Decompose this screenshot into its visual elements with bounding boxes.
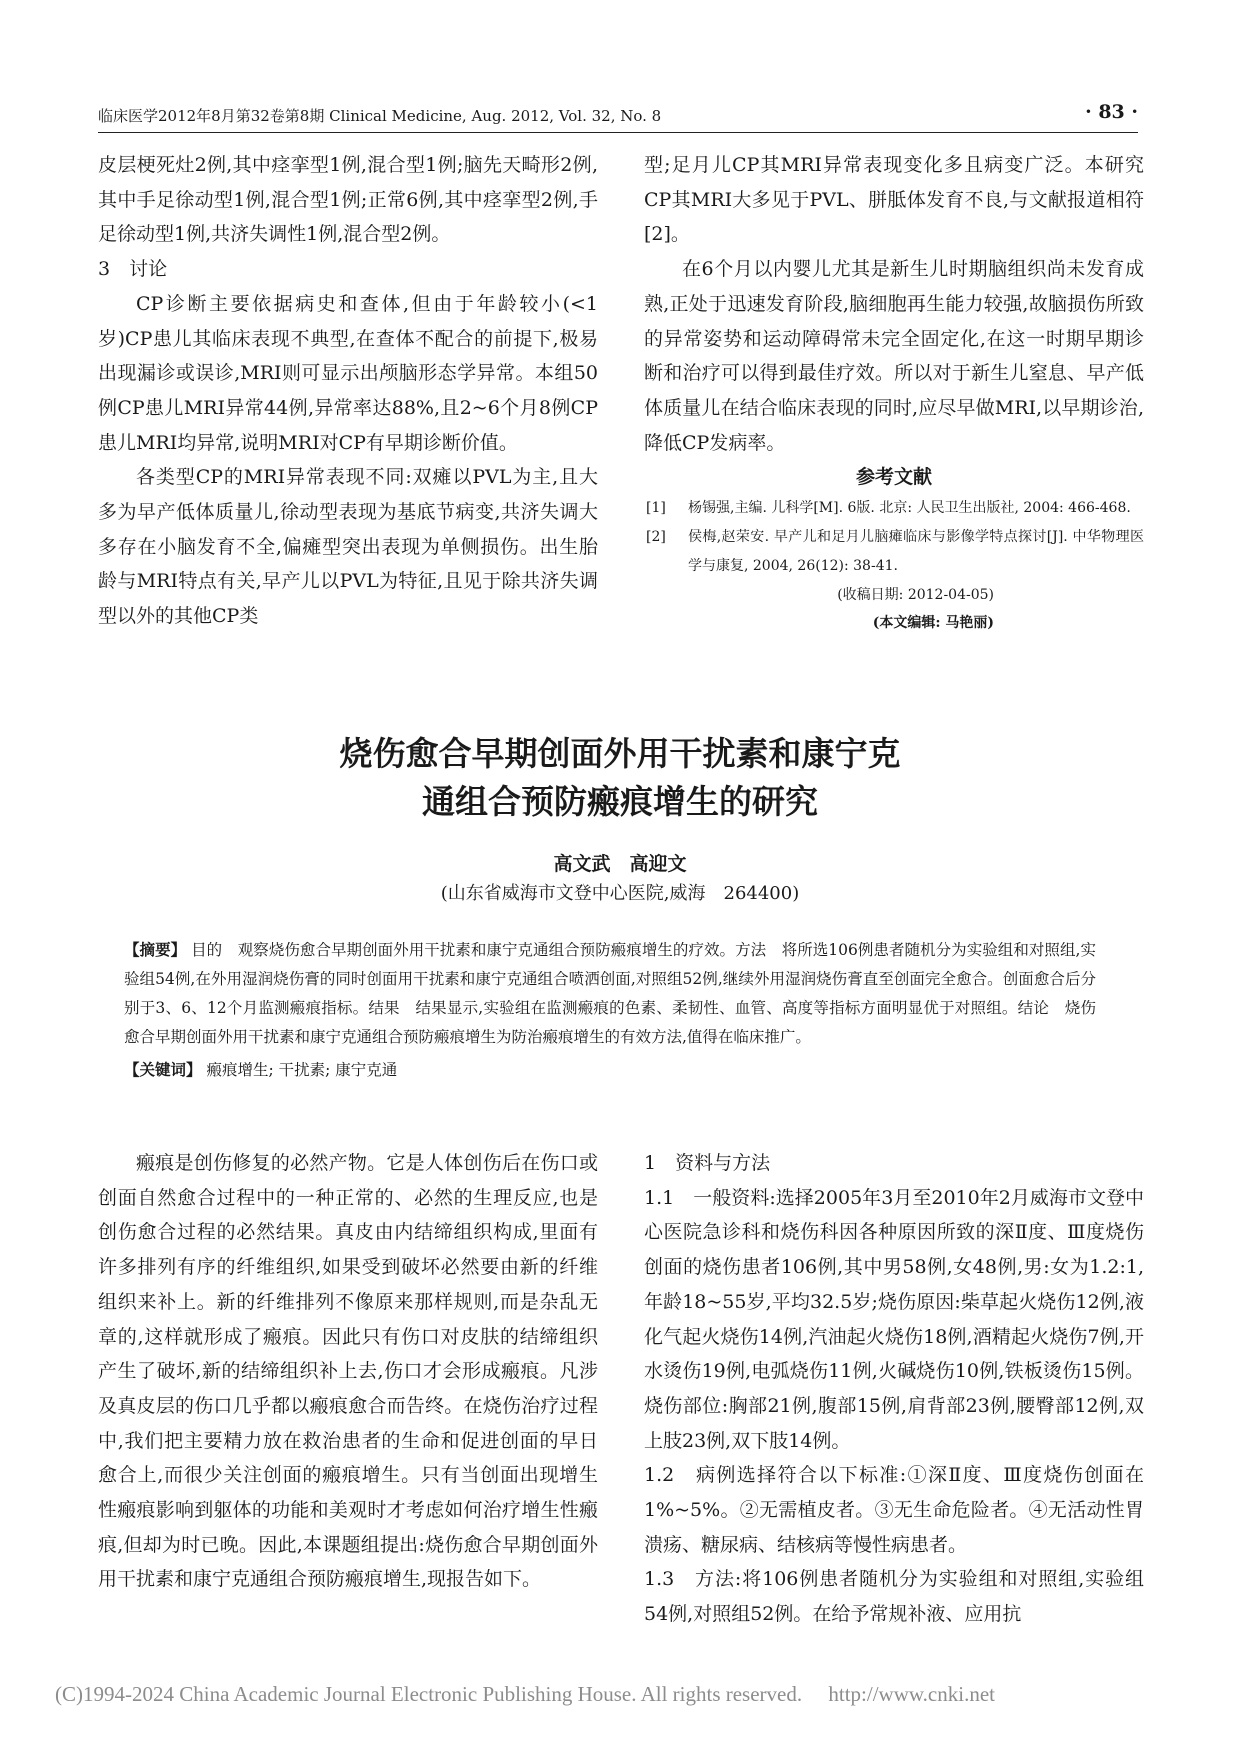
reference-number: [1] <box>646 500 666 517</box>
abstract-label: 【摘要】 <box>124 940 187 959</box>
keywords <box>124 1055 1096 1085</box>
reference-number: [2] <box>646 529 666 546</box>
body-paragraph: 1.3 方法:将106例患者随机分为实验组和对照组,实验组54例,对照组52例。在给予常规补液、应用抗 <box>644 1568 1144 1626</box>
editor-note: (本文编辑: 马艳丽) <box>872 615 994 632</box>
body-paragraph: 在6个月以内婴儿尤其是新生儿时期脑组织尚未发育成熟,正处于迅速发育阶段,脑细胞再生能力较强,故脑损伤所致的异常姿势和运动障碍常未完全固定化,在这一时期早期诊断和治疗可以得到最佳疗效。所以对于新生儿窒息、早产低体质量儿在结合临床表现的同时,应尽早做MRI,以早期诊治,降低CP发病率。 <box>644 258 1144 454</box>
affiliation: (山东省威海市文登中心医院,威海 264400) <box>440 883 800 904</box>
section-heading: 1 资料与方法 <box>644 1152 771 1174</box>
journal-citation: 临床医学2012年8月第32卷第8期 Clinical Medicine, Aug. 2012, Vol. 32, No. 8 <box>98 107 662 125</box>
body-paragraph: 瘢痕是创伤修复的必然产物。它是人体创伤后在伤口或创面自然愈合过程中的一种正常的、必然的生理反应,也是创伤愈合过程的必然结果。真皮由内结缔组织构成,里面有许多排列有序的纤维组织,如果受到破坏必然要由新的纤维组织来补上。新的纤维排列不像原来那样规则,而是杂乱无章的,这样就形成了瘢痕。因此只有伤口对皮肤的结缔组织产生了破坏,新的结缔组织补上去,伤口才会形成瘢痕。凡涉及真皮层的伤口几乎都以瘢痕愈合而告终。在烧伤治疗过程中,我们把主要精力放在救治患者的生命和促进创面的早日愈合上,而很少关注创面的瘢痕增生。只有当创面出现增生性瘢痕影响到躯体的功能和美观时才考虑如何治疗增生性瘢痕,但却为时已晚。因此,本课题组提出:烧伤愈合早期创面外用干扰素和康宁克通组合预防瘢痕增生,现报告如下。 <box>98 1152 598 1591</box>
abstract <box>124 935 1096 1085</box>
references-title: 参考文献 <box>855 466 932 489</box>
article-right-column <box>644 1146 1144 1632</box>
body-paragraph: 1.2 病例选择符合以下标准:①深Ⅱ度、Ⅲ度烧伤创面在1%~5%。②无需植皮者。③无生命危险者。④无活动性胃溃疡、糖尿病、结核病等慢性病患者。 <box>644 1464 1144 1556</box>
copyright-watermark: (C)1994-2024 China Academic Journal Electronic Publishing House. All rights reserved. http://www.cnki.net <box>55 1682 995 1706</box>
body-paragraph: CP诊断主要依据病史和查体,但由于年龄较小(<1岁)CP患儿其临床表现不典型,在查体不配合的前提下,极易出现漏诊或误诊,MRI则可显示出颅脑形态学异常。本组50例CP患儿MRI异常44例,异常率达88%,且2~6个月8例CP患儿MRI均异常,说明MRI对CP有早期诊断价值。 <box>98 292 598 454</box>
section-heading: 3 讨论 <box>98 258 168 281</box>
prev-article-right-column <box>644 148 1144 637</box>
article-left-column <box>98 1146 598 1597</box>
body-paragraph: 皮层梗死灶2例,其中痉挛型1例,混合型1例;脑先天畸形2例,其中手足徐动型1例,混合型1例;正常6例,其中痉挛型2例,手足徐动型1例,共济失调性1例,混合型2例。 <box>98 154 598 246</box>
reference-item <box>644 523 1144 581</box>
body-paragraph: 1.1 一般资料:选择2005年3月至2010年2月威海市文登中心医院急诊科和烧伤科因各种原因所致的深Ⅱ度、Ⅲ度烧伤创面的烧伤患者106例,其中男58例,女48例,男:女为1.2:1,年龄18~55岁,平均32.5岁;烧伤原因:柴草起火烧伤12例,液化气起火烧伤14例,汽油起火烧伤18例,酒精起火烧伤7例,开水烫伤19例,电弧烧伤11例,火碱烧伤10例,铁板烫伤15例。烧伤部位:胸部21例,腹部15例,肩背部23例,腰臀部12例,双上肢23例,双下肢14例。 <box>644 1186 1144 1452</box>
keywords-label: 【关键词】 <box>124 1060 202 1079</box>
article-title <box>0 730 1240 826</box>
received-date: (收稿日期: 2012-04-05) <box>837 587 994 604</box>
reference-text: 杨锡强,主编. 儿科学[M]. 6版. 北京: 人民卫生出版社, 2004: 466-468. <box>688 500 1131 517</box>
article-title-line: 通组合预防瘢痕增生的研究 <box>422 782 818 821</box>
running-header <box>98 101 1138 131</box>
article-title-line: 烧伤愈合早期创面外用干扰素和康宁克 <box>339 734 901 773</box>
abstract-text: 目的 观察烧伤愈合早期创面外用干扰素和康宁克通组合预防瘢痕增生的疗效。方法 将所选106例患者随机分为实验组和对照组,实验组54例,在外用湿润烧伤膏的同时创面用干扰素和康宁克通组合喷洒创面,对照组52例,继续外用湿润烧伤膏直至创面完全愈合。创面愈合后分别于3、6、12个月监测瘢痕指标。结果 结果显示,实验组在监测瘢痕的色素、柔韧性、血管、高度等指标方面明显优于对照组。结论 烧伤愈合早期创面外用干扰素和康宁克通组合预防瘢痕增生为防治瘢痕增生的有效方法,值得在临床推广。 <box>124 941 1096 1046</box>
reference-text: 侯梅,赵荣安. 早产儿和足月儿脑瘫临床与影像学特点探讨[J]. 中华物理医学与康复, 2004, 26(12): 38-41. <box>688 529 1144 575</box>
keywords-text: 瘢痕增生; 干扰素; 康宁克通 <box>206 1061 398 1079</box>
abstract-body <box>124 935 1096 1052</box>
page-number: · 83 · <box>1085 101 1138 123</box>
body-paragraph: 型;足月儿CP其MRI异常表现变化多且病变广泛。本研究CP其MRI大多见于PVL、胼胝体发育不良,与文献报道相符[2]。 <box>644 154 1144 246</box>
authors: 高文武 高迎文 <box>553 853 687 875</box>
reference-item <box>644 494 1144 523</box>
prev-article-left-column <box>98 148 598 634</box>
header-rule <box>98 132 1138 133</box>
body-paragraph: 各类型CP的MRI异常表现不同:双瘫以PVL为主,且大多为早产低体质量儿,徐动型表现为基底节病变,共济失调大多存在小脑发育不全,偏瘫型突出表现为单侧损伤。出生胎龄与MRI特点有关,早产儿以PVL为特征,且见于除共济失调型以外的其他CP类 <box>98 466 598 628</box>
